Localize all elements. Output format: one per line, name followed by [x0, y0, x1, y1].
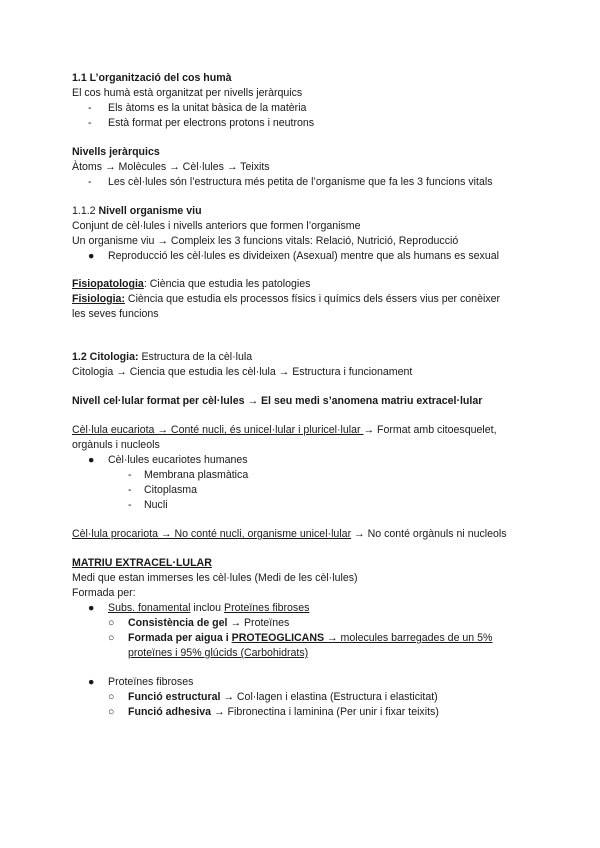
- prokaryote-line: Cèl·lula procariota → No conté nucli, organisme unicel·lular → No conté orgànuls ni nucleols: [72, 528, 507, 540]
- eukaryote-line-cont: orgànuls i nucleols: [72, 439, 160, 451]
- cell-level-line: Nivell cel·lular format per cèl·lules → El seu medi s’anomena matriu extracel·lular: [72, 395, 483, 407]
- section-1-1-title: 1.1 L’organització del cos humà: [72, 72, 232, 84]
- section-1-1-2-title: 1.1.2 Nivell organisme viu: [72, 205, 202, 217]
- document-page: 1.1 L’organització del cos humà El cos humà està organitzat per nivells jeràrquics - Els àtoms es la unitat bàsica de la matèria - Està format per electrons protons i neutrons Nivells jeràrquics Àtoms → Molècules → Cèl·lules → Teixits - Les cèl·lules són l’estructura més petita de l’organisme que fa les 3 funcions vitals 1.1.2 Nivell organisme viu Conjunt de cèl·lules i nivells anteriors que formen l’organisme Un organisme viu → Compleix les 3 funcions vitals: Relació, Nutrició, Reproducció ● Reproducció les cèl·lules es divideixen (Asexual) mentre que als humans es sexual Fisiopatologia: Ciència que estudia les patologies Fisiologia: Ciència que estudia els processos físics i químics dels éssers vius per conèixer les seves funcions 1.2 Citologia: Estructura de la cèl·lula Citologia → Ciencia que estudia les cèl·lula → Estructura i funcionament Nivell cel·lular format per cèl·lules → El seu medi s’anomena matriu extracel·lular Cèl·lula eucariota → Conté nucli, és unicel·lular i pluricel·lular → Format amb citoesquelet, orgànuls i nucleols ● Cèl·lules eucariotes humanes - Membrana plasmàtica - Citoplasma - Nucli Cèl·lula procariota → No conté nucli, organisme unicel·lular → No conté orgànuls ni nucleols MATRIU EXTRACEL·LULAR Medi que estan immerses les cèl·lules (Medi de les cèl·lules) Formada per: ● Subs. fonamental inclou Proteïnes fibroses ○ Consistència de gel → Proteïnes ○ Formada per aigua i PROTEOGLICANS → molecules barregades de un 5% proteïnes i 95% glúcids (Carbohidrats) ● Proteïnes fibroses ○ Funció estructural → Col·lagen i elastina (Estructura i elasticitat) ○ Funció adhesiva → Fibronectina i laminina (Per unir i fixar teixits): [72, 72, 507, 718]
- matrix-title: MATRIU EXTRACEL·LULAR: [72, 557, 212, 569]
- eukaryote-line: Cèl·lula eucariota → Conté nucli, és unicel·lular i pluricel·lular → Format amb citoesquelet,: [72, 424, 497, 436]
- section-1-2-line: Citologia → Ciencia que estudia les cèl·lula → Estructura i funcionament: [72, 366, 413, 378]
- section-1-1-2-line1: Conjunt de cèl·lules i nivells anteriors que formen l’organisme: [72, 220, 361, 232]
- definition-fisiologia-cont: les seves funcions: [72, 308, 159, 320]
- matrix-line2: Formada per:: [72, 587, 136, 599]
- definition-fisiopatologia: Fisiopatologia: Ciència que estudia les patologies: [72, 278, 311, 290]
- section-1-1-intro: El cos humà està organitzat per nivells jeràrquics: [72, 87, 303, 99]
- levels-heading: Nivells jeràrquics: [72, 146, 160, 158]
- section-1-1-2-line2: Un organisme viu → Compleix les 3 funcions vitals: Relació, Nutrició, Reproducció: [72, 235, 459, 247]
- levels-chain: Àtoms → Molècules → Cèl·lules → Teixits: [72, 161, 270, 173]
- definition-fisiologia: Fisiologia: Ciència que estudia els processos físics i químics dels éssers vius per conèixer: [72, 293, 501, 305]
- matrix-line1: Medi que estan immerses les cèl·lules (Medi de les cèl·lules): [72, 572, 358, 584]
- section-1-2-title: 1.2 Citologia: Estructura de la cèl·lula: [72, 351, 253, 363]
